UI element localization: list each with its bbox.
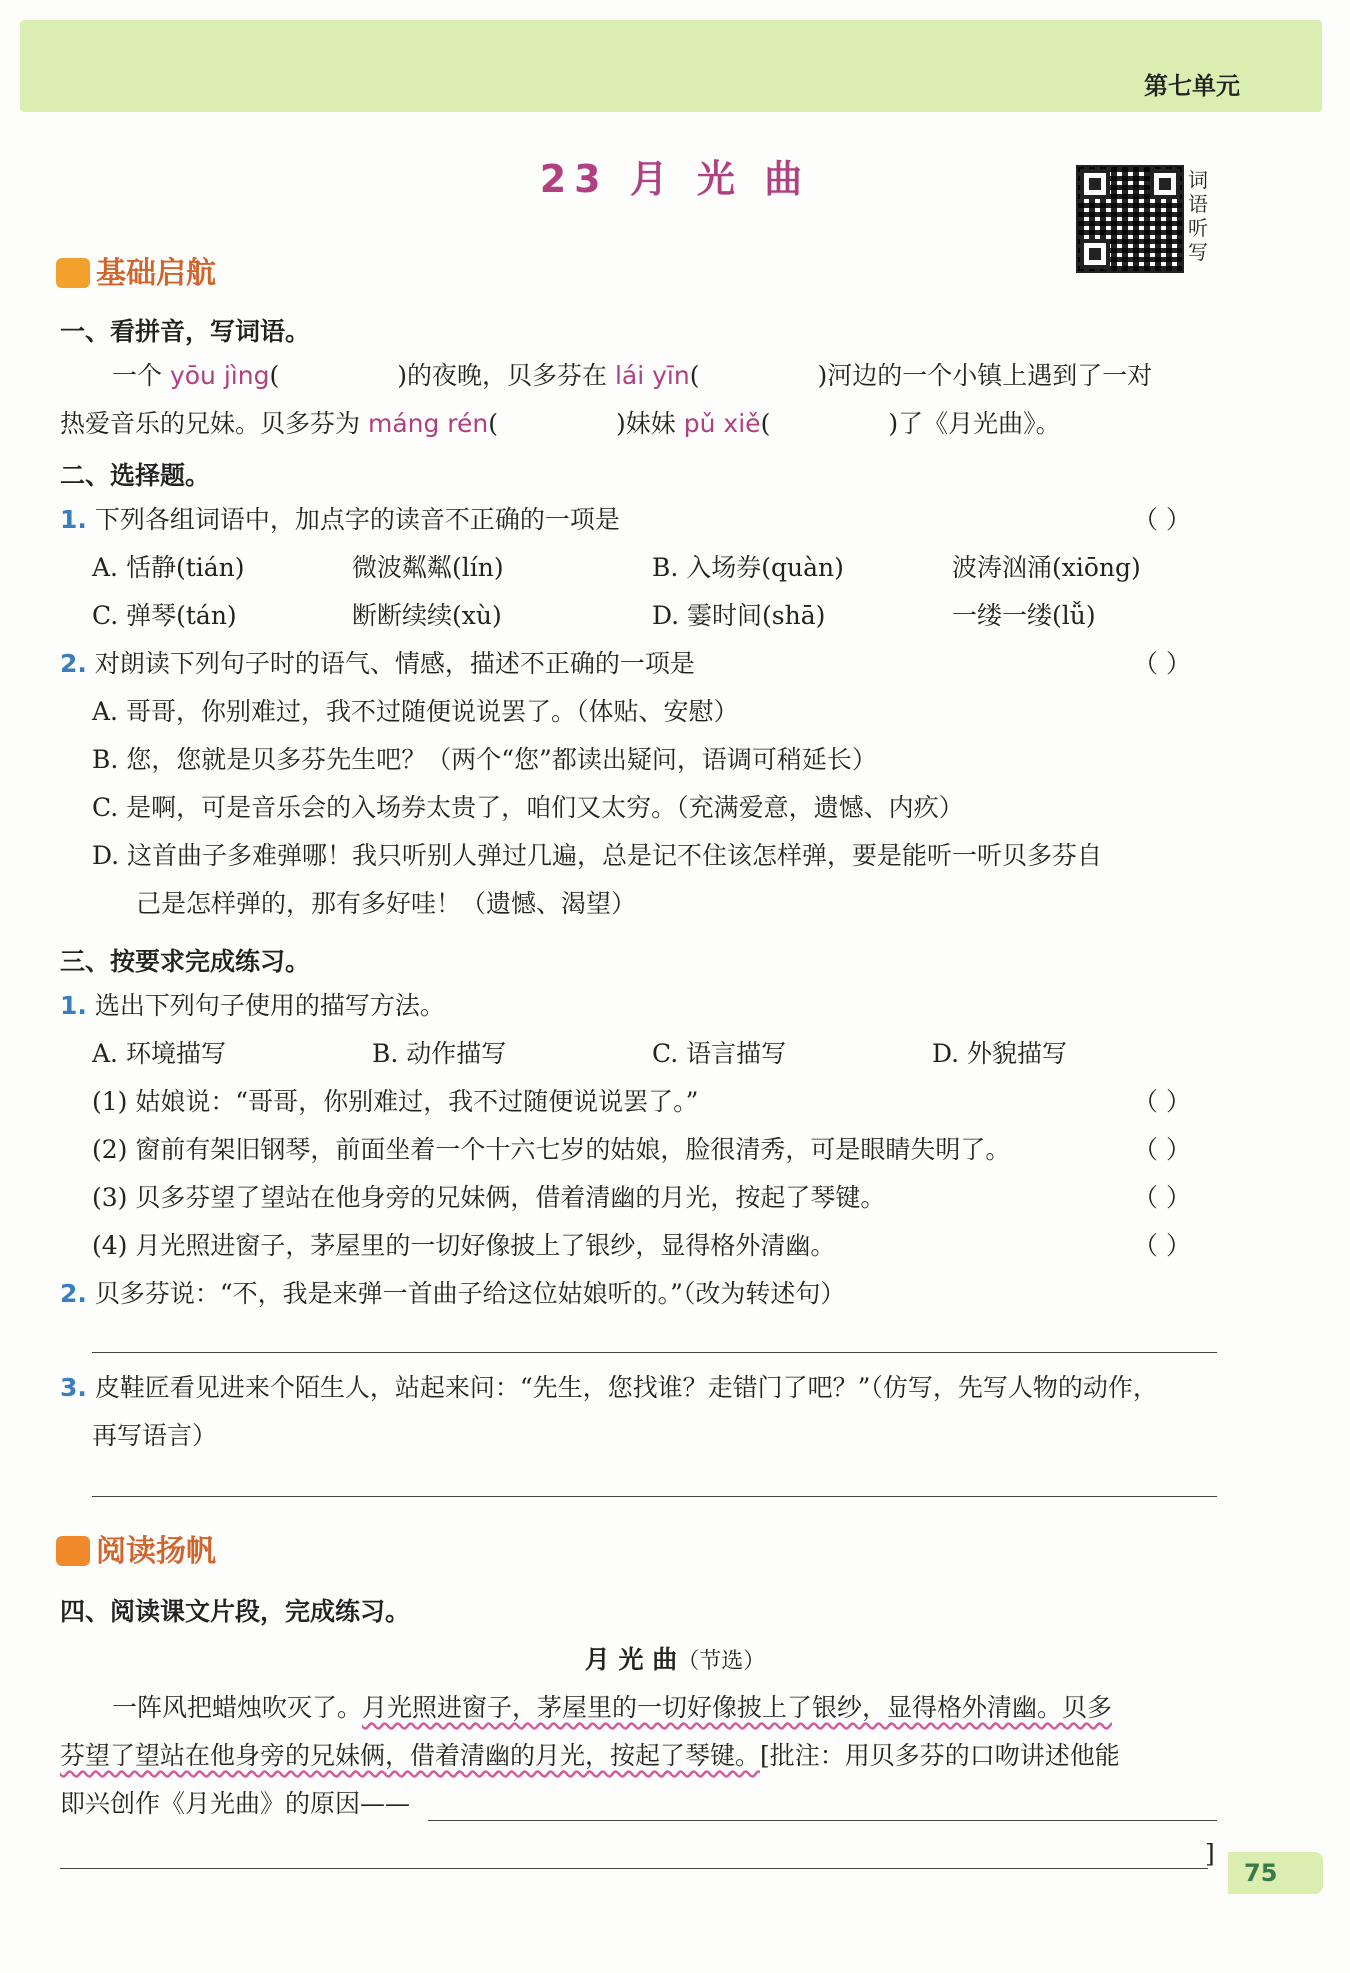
q3-s3-cont: 再写语言） [92, 1421, 218, 1450]
s2-option-b: B. 您，您就是贝多芬先生吧？（两个“您”都读出疑问，语调可稍延长） [92, 745, 877, 774]
passage-line-2 [60, 1738, 1120, 1774]
pinyin-4: pǔ xiě [683, 409, 761, 438]
item-4: (4) 月光照进窗子，茅屋里的一切好像披上了银纱，显得格外清幽。 [92, 1231, 836, 1260]
option-b2: 波涛汹涌(xiōng) [952, 553, 1141, 582]
option-d2: 一缕一缕(lǚ) [952, 601, 1096, 630]
q3-s1: 1. 选出下列句子使用的描写方法。 [60, 991, 445, 1020]
choice-d: D. 外貌描写 [932, 1039, 1068, 1068]
section-reading [56, 1526, 216, 1570]
annotation-close-bracket: ] [1205, 1839, 1215, 1868]
header-band [20, 20, 1322, 112]
option-b1: B. 入场券(quàn) [652, 553, 844, 582]
answer-line[interactable] [92, 1496, 1217, 1497]
qr-label: 词语听写 [1188, 168, 1208, 264]
annotated-sentence: 月光照进窗子，茅屋里的一切好像披上了银纱，显得格外清幽。贝多 [362, 1693, 1113, 1722]
passage-title: 月 光 曲（节选） [584, 1645, 766, 1674]
option-d1: D. 霎时间(shā) [652, 601, 826, 630]
page-number: 75 [1228, 1852, 1323, 1894]
q1-line1: 一个 yōu jìng( )的夜晚，贝多芬在 lái yīn( )河边的一个小镇上遇到了一对 [112, 361, 1153, 390]
answer-paren[interactable]: （ ） [1133, 1183, 1191, 1212]
q1-line2: 热爱音乐的兄妹。贝多芬为 máng rén( )妹妹 pǔ xiě( )了《月光曲》。 [60, 409, 1061, 438]
answer-paren[interactable]: （ ） [1133, 505, 1191, 534]
section-basic [56, 248, 216, 292]
q1-heading: 一、看拼音，写词语。 [60, 317, 311, 346]
item-1: (1) 姑娘说：“哥哥，你别难过，我不过随便说说罢了。” [92, 1087, 699, 1116]
item-2: (2) 窗前有架旧钢琴，前面坐着一个十六七岁的姑娘，脸很清秀，可是眼睛失明了。 [92, 1135, 1011, 1164]
anchor-icon [56, 258, 90, 288]
annotated-sentence: 芬望了望站在他身旁的兄妹俩，借着清幽的月光，按起了琴键。 [60, 1741, 761, 1770]
option-c1: C. 弹琴(tán) [92, 601, 237, 630]
choice-c: C. 语言描写 [652, 1039, 787, 1068]
q2-s2: 2. 对朗读下列句子时的语气、情感，描述不正确的一项是 [60, 649, 695, 678]
choice-a: A. 环境描写 [92, 1039, 226, 1068]
section-label: 基础启航 [96, 256, 216, 291]
pinyin-1: yōu jìng [169, 361, 270, 390]
answer-paren[interactable]: （ ） [1133, 1135, 1191, 1164]
s2-option-d-cont: 己是怎样弹的，那有多好哇！（遗憾、渴望） [136, 889, 637, 918]
pinyin-2: lái yīn [614, 361, 690, 390]
pinyin-3: máng rén [367, 409, 489, 438]
choice-b: B. 动作描写 [372, 1039, 507, 1068]
unit-label: 第七单元 [1144, 72, 1240, 100]
section-label: 阅读扬帆 [96, 1534, 216, 1569]
answer-line[interactable] [92, 1352, 1217, 1353]
q2-s1: 1. 下列各组词语中，加点字的读音不正确的一项是 [60, 505, 620, 534]
q2-heading: 二、选择题。 [60, 461, 211, 490]
passage-line-3: 即兴创作《月光曲》的原因—— [60, 1789, 411, 1818]
qr-code-icon[interactable] [1076, 165, 1184, 273]
annotation-prompt: [批注：用贝多芬的口吻讲述他能 [760, 1741, 1120, 1770]
s2-option-d: D. 这首曲子多难弹哪！我只听别人弹过几遍，总是记不住该怎样弹，要是能听一听贝多芬自 [92, 841, 1103, 870]
option-c2: 断断续续(xù) [352, 601, 502, 630]
q3-s2: 2. 贝多芬说：“不，我是来弹一首曲子给这位姑娘听的。”（改为转述句） [60, 1279, 846, 1308]
item-3: (3) 贝多芬望了望站在他身旁的兄妹俩，借着清幽的月光，按起了琴键。 [92, 1183, 886, 1212]
q3-s3: 3. 皮鞋匠看见进来个陌生人，站起来问：“先生，您找谁？走错门了吧？”（仿写，先写人物的动作， [60, 1373, 1158, 1402]
lesson-title: 23 月 光 曲 [539, 157, 811, 201]
option-a2: 微波粼粼(lín) [352, 553, 504, 582]
q3-heading: 三、按要求完成练习。 [60, 947, 311, 976]
s2-option-a: A. 哥哥，你别难过，我不过随便说说罢了。（体贴、安慰） [92, 697, 739, 726]
q4-heading: 四、阅读课文片段，完成练习。 [60, 1597, 411, 1626]
sail-icon [56, 1536, 90, 1566]
s2-option-c: C. 是啊，可是音乐会的入场券太贵了，咱们又太穷。（充满爱意，遗憾、内疚） [92, 793, 964, 822]
answer-paren[interactable]: （ ） [1133, 649, 1191, 678]
passage-line-1: 一阵风把蜡烛吹灭了。月光照进窗子，茅屋里的一切好像披上了银纱，显得格外清幽。贝多 [112, 1693, 1113, 1722]
option-a1: A. 恬静(tián) [92, 553, 245, 582]
answer-line[interactable] [60, 1868, 1208, 1869]
answer-line[interactable] [428, 1820, 1217, 1821]
answer-paren[interactable]: （ ） [1133, 1231, 1191, 1260]
answer-paren[interactable]: （ ） [1133, 1087, 1191, 1116]
